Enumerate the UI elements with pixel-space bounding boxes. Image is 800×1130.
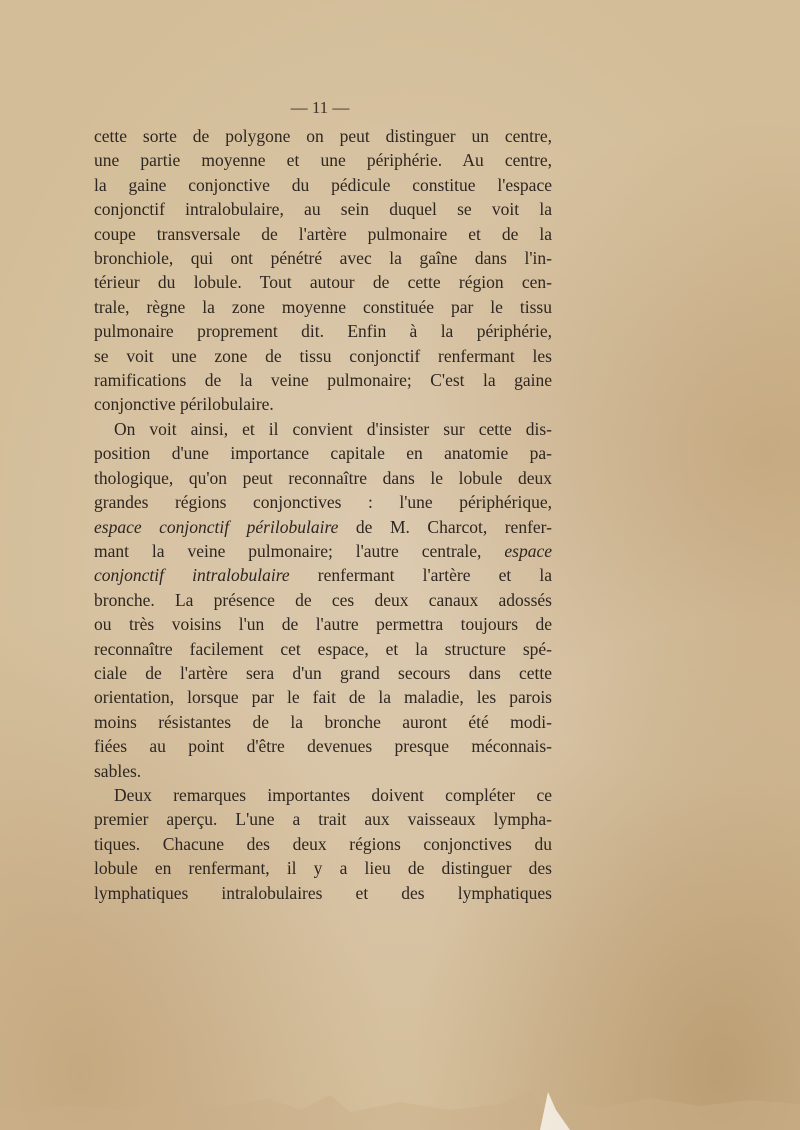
text-line: tiques. Chacune des deux régions conjonctives du (94, 833, 552, 854)
body-text (94, 124, 552, 905)
text-segment: renfermant l'artère et la (289, 565, 552, 586)
text-segment: mant la veine pulmonaire; l'autre centrale, (94, 540, 505, 561)
text-line: grandes régions conjonctives : l'une périphérique, (94, 492, 552, 513)
italic-term: espace conjonctif périlobulaire (94, 516, 339, 537)
text-line: bronchiole, qui ont pénétré avec la gaîne dans l'in- (94, 248, 552, 269)
text-line: thologique, qu'on peut reconnaître dans le lobule deux (94, 467, 552, 488)
text-line: moins résistantes de la bronche auront été modi- (94, 711, 552, 732)
text-line (94, 563, 552, 587)
text-line: la gaine conjonctive du pédicule constitue l'espace (94, 174, 552, 195)
text-line: ramifications de la veine pulmonaire; C'est la gaine (94, 370, 552, 391)
text-line (94, 515, 552, 539)
text-line: se voit une zone de tissu conjonctif renfermant les (94, 345, 552, 366)
italic-term: espace (504, 540, 552, 561)
text-segment: de M. Charcot, renfer- (338, 516, 552, 537)
text-line: position d'une importance capitale en anatomie pa- (94, 443, 552, 464)
italic-term: conjonctif intralobulaire (94, 565, 290, 586)
text-line: ou très voisins l'un de l'autre permettra toujours de (94, 614, 552, 635)
text-line: fiées au point d'être devenues presque méconnais- (94, 736, 552, 757)
text-line: reconnaître facilement cet espace, et la structure spé- (94, 638, 552, 659)
text-line: premier aperçu. L'une a trait aux vaisseaux lympha- (94, 809, 552, 830)
text-line: On voit ainsi, et il convient d'insister sur cette dis- (114, 418, 552, 439)
text-line: pulmonaire proprement dit. Enfin à la périphérie, (94, 321, 552, 342)
text-line: ciale de l'artère sera d'un grand secours dans cette (94, 662, 552, 683)
text-line: conjonctif intralobulaire, au sein duquel se voit la (94, 199, 552, 220)
page-number: — 11 — (290, 98, 350, 117)
text-line: conjonctive périlobulaire. (94, 394, 274, 415)
text-line: Deux remarques importantes doivent compléter ce (114, 784, 552, 805)
text-line (94, 539, 552, 563)
text-line: trale, règne la zone moyenne constituée par le tissu (94, 296, 552, 317)
text-line: lymphatiques intralobulaires et des lymphatiques (94, 882, 552, 903)
text-line: bronche. La présence de ces deux canaux adossés (94, 589, 552, 610)
text-line: sables. (94, 760, 142, 781)
text-line: coupe transversale de l'artère pulmonaire et de la (94, 223, 552, 244)
text-line: une partie moyenne et une périphérie. Au centre, (94, 150, 552, 171)
text-line: cette sorte de polygone on peut distinguer un centre, (94, 126, 552, 146)
text-line: lobule en renfermant, il y a lieu de distinguer des (94, 858, 552, 879)
torn-edge (0, 1050, 800, 1130)
text-line: orientation, lorsque par le fait de la maladie, les parois (94, 687, 552, 708)
text-line: térieur du lobule. Tout autour de cette région cen- (94, 272, 552, 293)
